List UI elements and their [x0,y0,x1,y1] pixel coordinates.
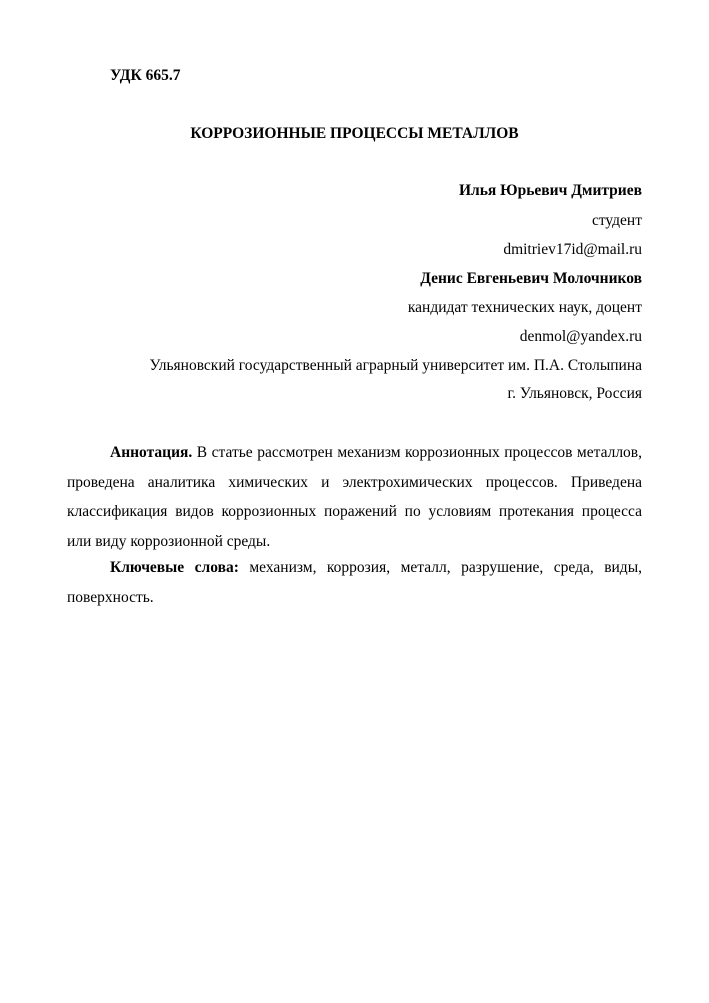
affiliation-university: Ульяновский государственный аграрный университет им. П.А. Столыпина [149,357,642,374]
paper-title: КОРРОЗИОННЫЕ ПРОЦЕССЫ МЕТАЛЛОВ [190,125,519,142]
keywords-text: механизм, коррозия, металл, разрушение, среда, виды, поверхность. [67,559,642,606]
author-name: Илья Юрьевич Дмитриев [458,182,642,199]
keywords-paragraph [67,553,642,612]
author-position: кандидат технических наук, доцент [407,299,642,316]
author-email: denmol@yandex.ru [519,328,642,345]
keywords-label: Ключевые слова: [110,559,239,576]
abstract-label: Аннотация. [110,444,193,461]
abstract-paragraph [67,438,642,556]
abstract-text: В статье рассмотрен механизм коррозионных процессов металлов, проведена аналитика химических и электрохимических процессов. Приведена классификация видов коррозионных поражений по условиям протекания процесса или виду коррозионной среды. [67,444,643,550]
affiliation-city: г. Ульяновск, Россия [507,385,642,402]
udk-code: УДК 665.7 [110,67,181,84]
author-email: dmitriev17id@mail.ru [503,241,642,258]
author-position: студент [591,212,642,229]
author-name: Денис Евгеньевич Молочников [420,270,642,287]
